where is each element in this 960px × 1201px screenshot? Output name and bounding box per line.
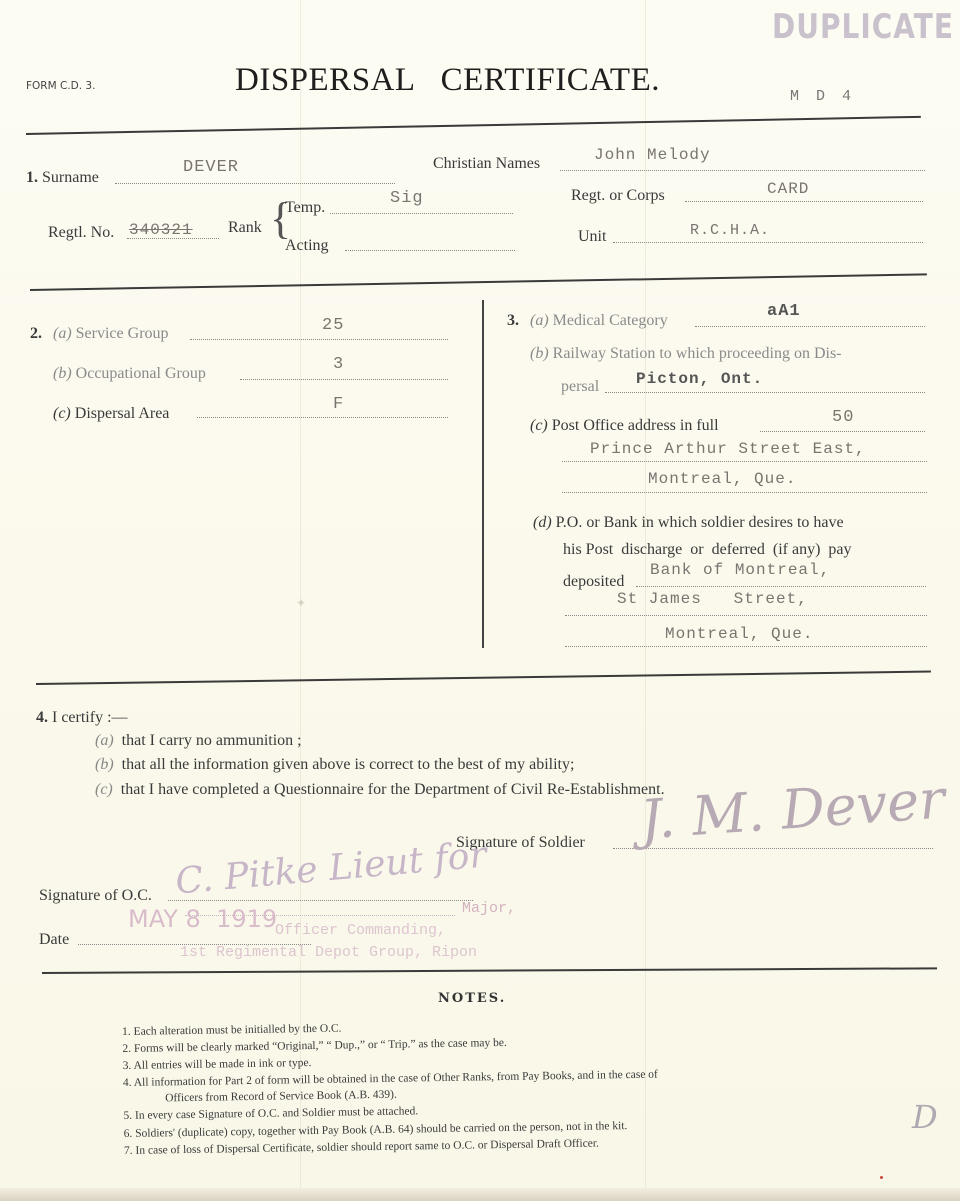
christian-names-label: Christian Names [433,155,541,172]
column-divider [482,300,484,648]
date-stamp[interactable]: MAY 8 1919 [128,905,278,933]
duplicate-stamp: DUPLICATE [772,6,955,47]
bank-field-1[interactable]: Bank of Montreal, [650,561,831,579]
oc-rank-stamp: Major, [462,900,517,917]
regtl-no-field[interactable]: 340321 [129,221,193,239]
notes-heading: NOTES. [438,991,507,1006]
regt-corps-label: Regt. or Corps [571,187,665,204]
rank-label: Rank [228,219,262,236]
deposited-label: deposited [563,573,625,590]
ink-dot [880,1176,883,1179]
form-id: FORM C.D. 3. [26,80,96,92]
section1-label: 1. Surname [26,169,99,186]
divider [26,116,921,135]
divider [36,671,931,685]
post-office-address-label: (c) Post Office address in full [530,417,719,434]
post-office-address-field-2[interactable]: Prince Arthur Street East, [590,440,866,458]
page-title: DISPERSAL CERTIFICATE. [235,62,660,98]
bank-label-cont: his Post discharge or deferred (if any) pay [563,541,852,558]
punch-mark-icon: ✦ [296,596,307,610]
oc-unit-stamp: 1st Regimental Depot Group, Ripon [180,944,478,961]
oc-signature-field[interactable]: C. Pitke Lieut for [173,834,489,903]
date-label: Date [39,931,70,948]
post-office-address-field-3[interactable]: Montreal, Que. [648,470,797,488]
railway-station-field[interactable]: Picton, Ont. [636,370,764,388]
service-group-field[interactable]: 25 [322,316,345,335]
note-item-cont: Officers from Record of Service Book (A.B. 439). [165,1088,397,1105]
certify-item-a: (a) that I carry no ammunition ; [95,732,302,749]
rank-brace: { [270,194,292,243]
section3-number: 3. [507,312,519,329]
dispersal-area-label: (c) Dispersal Area [53,405,170,422]
paper-edge [0,1188,960,1201]
certify-item-c: (c) that I have completed a Questionnaire for the Department of Civil Re-Establishment. [95,781,665,798]
dispersal-area-field[interactable]: F [333,395,345,414]
divider [42,967,937,974]
oc-signature-label: Signature of O.C. [39,887,152,904]
form-code: M D 4 [790,88,856,105]
medical-category-label: (a) Medical Category [530,312,668,329]
service-group-label: (a) Service Group [53,325,169,342]
divider [30,273,927,291]
regt-corps-field[interactable]: CARD [767,180,810,198]
certify-heading: 4. I certify :— [36,709,128,726]
unit-field[interactable]: R.C.H.A. [690,222,771,239]
notes-list [122,1012,874,1160]
occupational-group-field[interactable]: 3 [333,355,345,374]
unit-label: Unit [578,228,607,245]
note-item: 6. Soldiers' (duplicate) copy, together with Pay Book (A.B. 64) should be carried on the person, not in the kit. [123,1120,628,1140]
note-item: 1. Each alteration must be initialled by the O.C. [122,1022,342,1038]
surname-field[interactable]: DEVER [183,158,240,177]
note-item: 7. In case of loss of Dispersal Certificate, soldier should report same to O.C. or Dispersal Draft Officer. [123,1137,600,1157]
medical-category-field[interactable]: aA1 [767,302,801,321]
railway-station-label-cont: persal [561,378,600,395]
christian-names-field[interactable]: John Melody [594,146,711,164]
bank-field-3[interactable]: Montreal, Que. [665,625,814,643]
oc-title-stamp: Officer Commanding, [275,922,447,939]
soldier-signature-label: Signature of Soldier [456,834,585,851]
note-item: 2. Forms will be clearly marked “Original,” “ Dup.,” or “ Trip.” as the case may be. [122,1036,507,1055]
rank-temp-field[interactable]: Sig [390,189,424,208]
regtl-no-label: Regtl. No. [48,224,115,241]
bank-label: (d) P.O. or Bank in which soldier desires to have [533,514,844,531]
railway-station-label: (b) Railway Station to which proceeding on Dis- [530,345,842,362]
bank-field-2[interactable]: St James Street, [617,590,808,608]
temp-label: Temp. [285,199,326,216]
soldier-signature-field[interactable]: J. M. Dever [638,767,947,852]
post-office-address-field-1[interactable]: 50 [832,408,855,427]
certify-item-b: (b) that all the information given above is correct to the best of my ability; [95,756,575,773]
note-item: 3. All entries will be made in ink or type. [122,1057,312,1072]
occupational-group-label: (b) Occupational Group [53,365,206,382]
margin-initial: D [912,1098,938,1136]
note-item: 5. In every case Signature of O.C. and Soldier must be attached. [123,1105,419,1122]
note-item: 4. All information for Part 2 of form will be obtained in the case of Other Ranks, from Pay Books, and in the case of [122,1068,658,1089]
acting-label: Acting [285,237,329,254]
section2-number: 2. [30,325,42,342]
